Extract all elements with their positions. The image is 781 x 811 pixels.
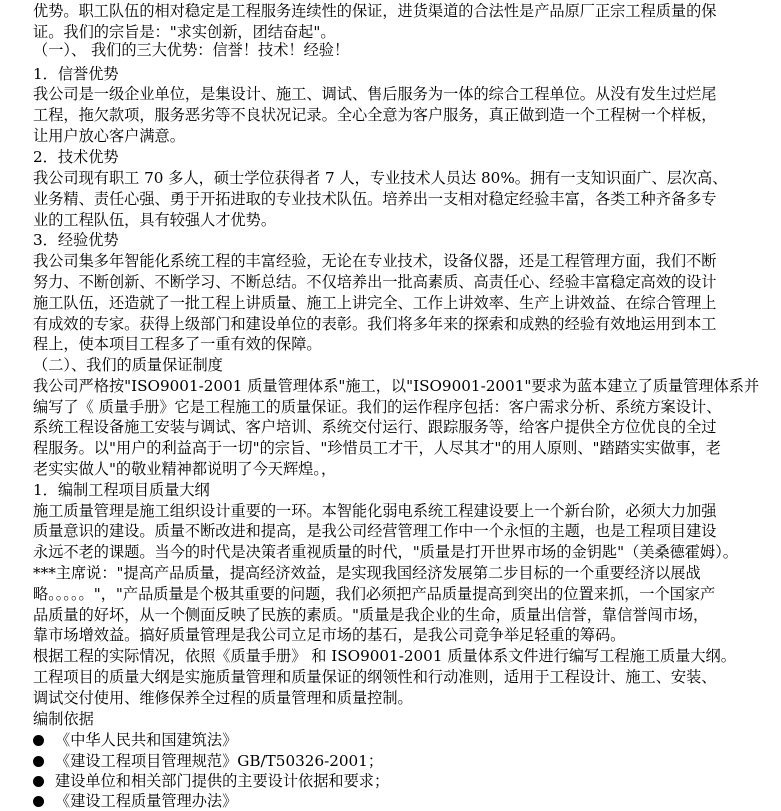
section-heading: （二）、我们的质量保证制度 <box>33 356 223 374</box>
list-item-text: 建设单位和相关部门提供的主要设计依据和要求； <box>55 772 390 790</box>
paragraph-line: 品质量的好坏，从一个侧面反映了民族的素质。"质量是我企业的生命，质量出信誉，靠信誉闯市场， <box>33 606 709 624</box>
paragraph-line: 证。我们的宗旨是："求实创新，团结奋起"。 <box>33 23 336 41</box>
list-item-text: 《建设工程质量管理办法》 <box>55 792 238 810</box>
paragraph-line: 业的工程队伍，具有较强人才优势。 <box>33 211 276 229</box>
paragraph-line: 工程项目的质量大纲是实施质量管理和质量保证的纲领性和行动准则，适用于工程设计、施工、安装、 <box>33 668 717 686</box>
paragraph-line: 永远不老的课题。当今的时代是决策者重视质量的时代，"质量是打开世界市场的金钥匙"（美桑德霍姆）。 <box>33 543 738 561</box>
list-item-text: 《中华人民共和国建筑法》 <box>55 731 238 749</box>
paragraph-line: 施工队伍，还造就了一批工程上讲质量、施工上讲完全、工作上讲效率、生产上讲效益、在综合管理上 <box>33 294 717 312</box>
subsection-heading: 1．编制工程项目质量大纲 <box>33 481 210 499</box>
paragraph-line: ***主席说："提高产品质量，提高经济效益，是实现我国经济发展第二步目标的一个重要经济以展战 <box>33 564 701 582</box>
paragraph-line: 施工质量管理是施工组织设计重要的一环。本智能化弱电系统工程建设要上一个新台阶，必须大力加强 <box>33 502 717 520</box>
paragraph-line: 有成效的专家。获得上级部门和建设单位的表彰。我们将多年来的探索和成熟的经验有效地运用到本工 <box>33 315 717 333</box>
bullet-icon <box>33 776 44 787</box>
paragraph-line: 质量意识的建设。质量不断改进和提高，是我公司经营管理工作中一个永恒的主题，也是工程项目建设 <box>33 522 717 540</box>
paragraph-line: 程上，使本项目工程多了一重有效的保障。 <box>33 335 322 353</box>
paragraph-line: 编写了《 质量手册》它是工程施工的质量保证。我们的运作程序包括：客户需求分析、系统方案设计、 <box>33 398 722 416</box>
bullet-icon <box>33 796 44 807</box>
paragraph-line: 工程，拖欠款项，服务恶劣等不良状况记录。全心全意为客户服务，真正做到造一个工程树一个样板， <box>33 106 717 124</box>
paragraph-line: 我公司是一级企业单位，是集设计、施工、调试、售后服务为一体的综合工程单位。从没有发生过烂尾 <box>33 85 717 103</box>
paragraph-line: 我公司现有职工 70 多人，硕士学位获得者 7 人，专业技术人员达 80%。拥有一支知识面广、层次高、 <box>33 169 728 187</box>
paragraph-line: 优势。职工队伍的相对稳定是工程服务连续性的保证，进货渠道的合法性是产品原厂正宗工程质量的保 <box>33 2 717 20</box>
paragraph-line: 老实实做人"的敬业精神都说明了今天辉煌。， <box>33 460 337 478</box>
paragraph-line: 调试交付使用、维修保养全过程的质量管理和质量控制。 <box>33 689 413 707</box>
list-item <box>33 729 767 752</box>
paragraph-line: 根据工程的实际情况，依照《质量手册》 和 ISO9001-2001 质量体系文件进行编写工程施工质量大纲。 <box>33 647 736 665</box>
list-item <box>33 790 767 811</box>
subsection-heading: 3．经验优势 <box>33 231 119 249</box>
bullet-icon <box>33 756 44 767</box>
subsection-heading: 2．技术优势 <box>33 148 119 166</box>
paragraph-line: 我公司严格按"ISO9001-2001 质量管理体系"施工，以"ISO9001-2001"要求为蓝本建立了质量管理体系并 <box>33 377 760 395</box>
bullet-icon <box>33 735 44 746</box>
paragraph-line: 努力、不断创新、不断学习、不断总结。不仅培养出一批高素质、高责任心、经验丰富稳定高效的设计 <box>33 273 717 291</box>
subsection-heading: 编制依据 <box>33 710 94 728</box>
paragraph-line: 靠市场增效益。搞好质量管理是我公司立足市场的基石，是我公司竟争举足轻重的筹码。 <box>33 626 626 644</box>
list-item-text: 《建设工程项目管理规范》GB/T50326-2001； <box>55 752 384 770</box>
section-heading: （一）、 我们的三大优势：信誉！技术！经验！ <box>33 41 350 59</box>
subsection-heading: 1．信誉优势 <box>33 65 119 83</box>
paragraph-line: 我公司集多年智能化系统工程的丰富经验，无论在专业技术，设备仪器，还是工程管理方面，我们不断 <box>33 252 717 270</box>
paragraph-line: 业务精、责任心强、勇于开拓进取的专业技术队伍。培养出一支相对稳定经验丰富，各类工种齐备多专 <box>33 190 717 208</box>
paragraph-line: 系统工程设备施工安装与调试、客户培训、系统交付运行、跟踪服务等，给客户提供全方位优良的全过 <box>33 418 717 436</box>
paragraph-line: 程服务。以"用户的利益高于一切"的宗旨、"珍惜员工才干，人尽其才"的用人原则、"踏踏实实做事，老 <box>33 439 721 457</box>
paragraph-line: 让用户放心客户满意。 <box>33 127 185 145</box>
paragraph-line: 略。。。。。"，"产品质量是个极其重要的问题，我们必须把产品质量提高到突出的位置来抓，一个国家产 <box>33 585 716 603</box>
